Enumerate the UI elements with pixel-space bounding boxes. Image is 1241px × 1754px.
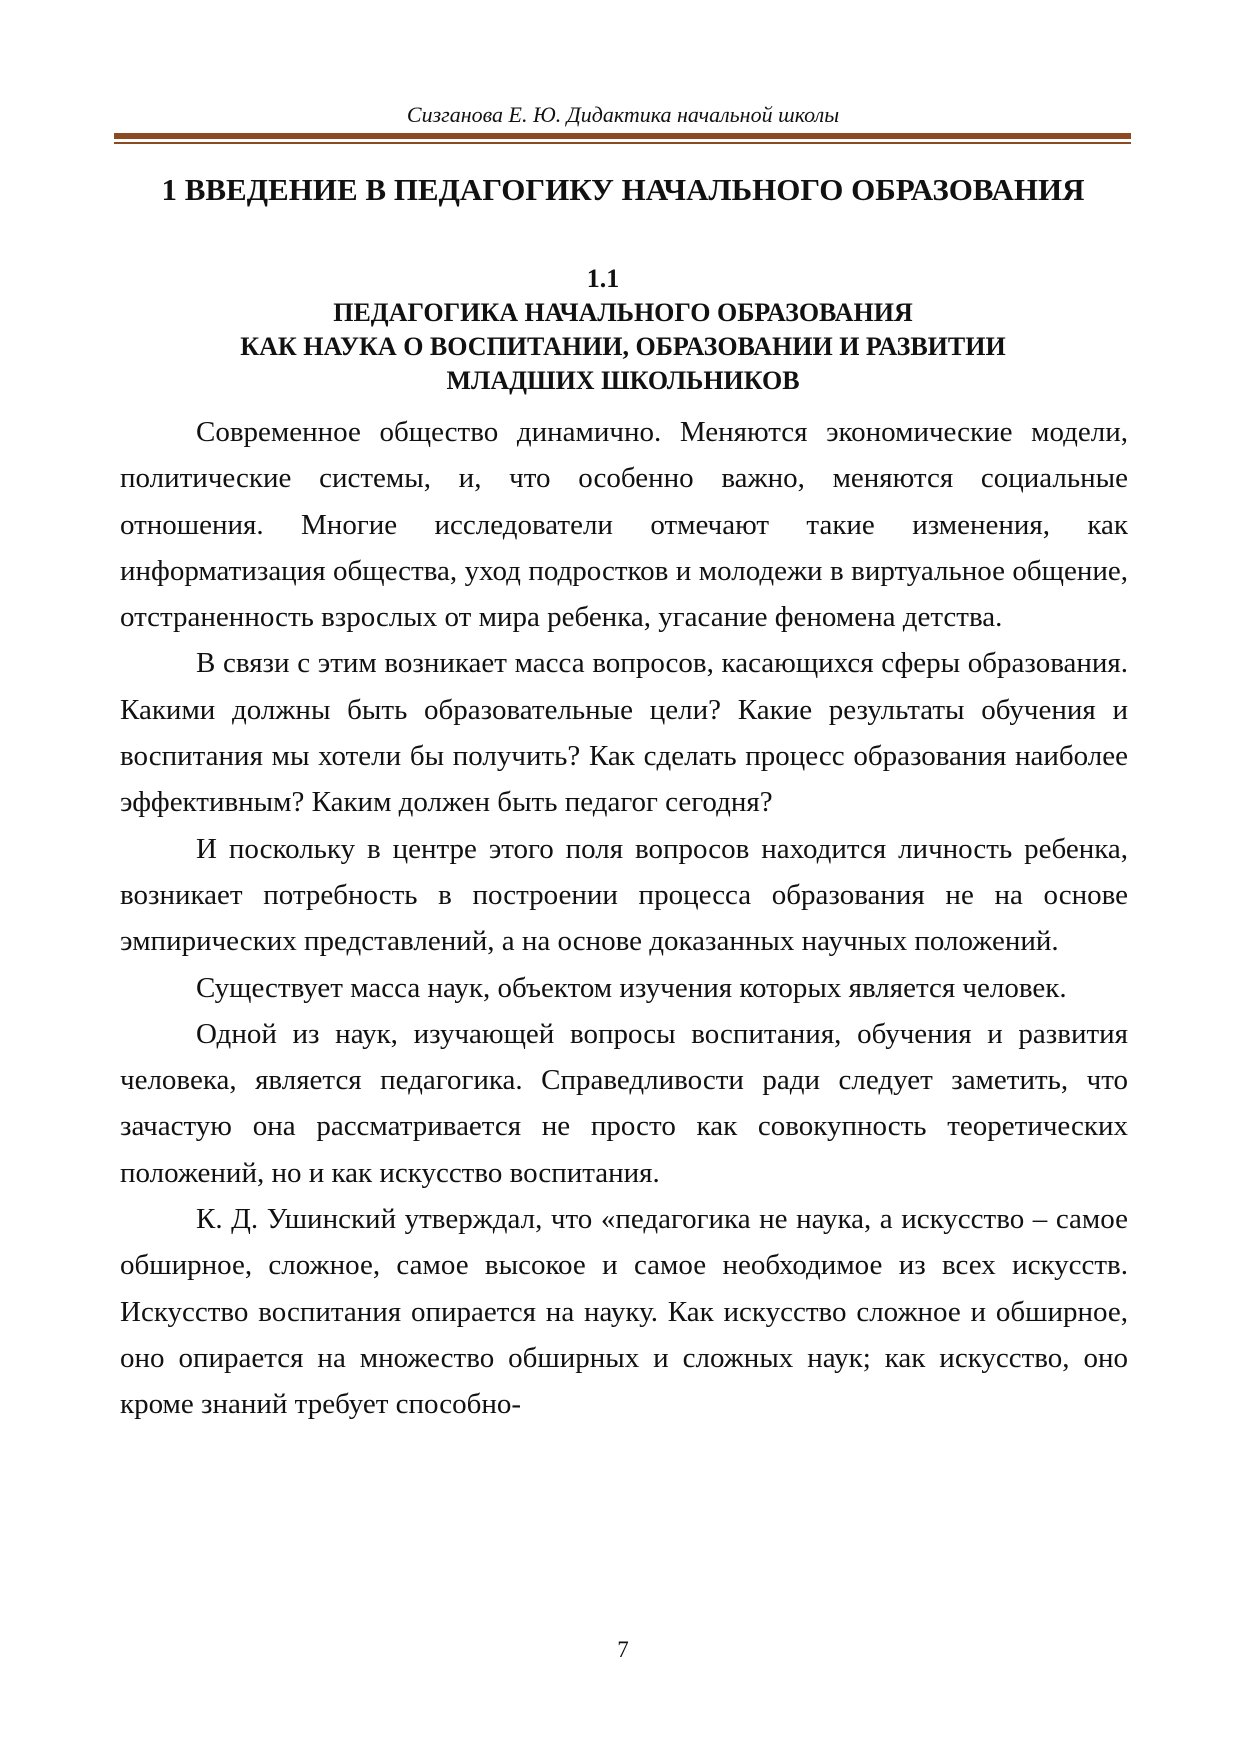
paragraph: И поскольку в центре этого поля вопросов находится личность ребенка, возникает потребность в построении процесса образования не на основе эмпирических представлений, а на основе доказанных научных положений. — [120, 832, 1128, 958]
paragraph: В связи с этим возникает масса вопросов, касающихся сферы образования. Какими должны быть образовательные цели? Какие результаты обучения и воспитания мы хотели бы получить? Как сделать процесс образования наиболее эффективным? Каким должен быть педагог сегодня? — [120, 647, 1128, 819]
chapter-title: 1 ВВЕДЕНИЕ В ПЕДАГОГИКУ НАЧАЛЬНОГО ОБРАЗОВАНИЯ — [161, 172, 1085, 207]
paragraph: Существует масса наук, объектом изучения которых является человек. — [196, 971, 1067, 1004]
section-number: 1.1 — [586, 264, 620, 293]
header-rule-thin — [114, 142, 1131, 144]
page-number: 7 — [617, 1637, 629, 1662]
paragraph: Современное общество динамично. Меняются экономические модели, политические системы, и, что особенно важно, меняются социальные отношения. Многие исследователи отмечают такие изменения, как информатизация общества, уход подростков и молодежи в виртуальное общение, отстраненность взрослых от мира ребенка, угасание феномена детства. — [120, 416, 1128, 634]
body-text — [120, 409, 1128, 1428]
running-header: Сизганова Е. Ю. Дидактика начальной школы — [406, 102, 840, 127]
paragraph: Одной из наук, изучающей вопросы воспитания, обучения и развития человека, является педагогика. Справедливости ради следует заметить, что зачастую она рассматривается не просто как совокупность теоретических положений, но и как искусство воспитания. — [120, 1017, 1128, 1189]
paragraph: К. Д. Ушинский утверждал, что «педагогика не наука, а искусство – самое обширное, сложное, самое высокое и самое необходимое из всех искусств. Искусство воспитания опирается на науку. Как искусство сложное и обширное, оно опирается на множество обширных и сложных наук; как искусство, оно кроме знаний требует способно- — [120, 1203, 1128, 1421]
section-title-line-1 — [118, 262, 1128, 330]
section-title-line-2: КАК НАУКА О ВОСПИТАНИИ, ОБРАЗОВАНИИ И РАЗВИТИИ — [240, 332, 1006, 361]
section-title-line-3: МЛАДШИХ ШКОЛЬНИКОВ — [446, 366, 800, 395]
header-rule — [114, 133, 1131, 139]
section-title-text-1: ПЕДАГОГИКА НАЧАЛЬНОГО ОБРАЗОВАНИЯ — [333, 298, 913, 327]
section-title — [118, 262, 1128, 398]
